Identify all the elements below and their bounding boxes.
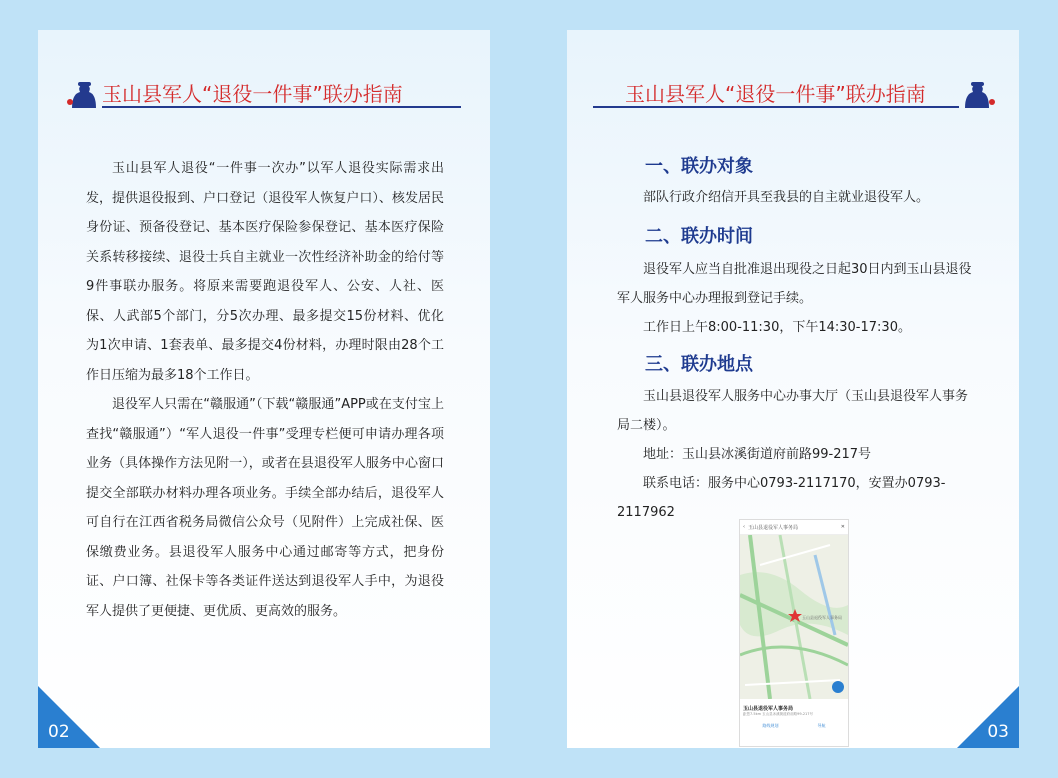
section-3-line-1: 玉山县退役军人服务中心办事大厅（玉山县退役军人事务局二楼）。: [617, 389, 969, 433]
soldier-mascot-icon: [66, 80, 100, 110]
section-3-text: [617, 382, 977, 527]
right-page: [567, 30, 1019, 748]
left-paragraph-1: 玉山县军人退役“一件事一次办”以军人退役实际需求出发，提供退役报到、户口登记（退役军人恢复户口）、核发居民身份证、预备役登记、基本医疗保险参保登记、基本医疗保险关系转移接续、退役士兵自主就业一次性经济补助金的给付等9件事联办服务。将原来需要跑退役军人、公安、人社、医保、人武部5个部门，分5次办理、最多提交15份材料、优化为1次申请、1套表单、最多提交4份材料，办理时限由28个工作日压缩为最多18个工作日。: [86, 161, 444, 383]
section-2-line-1: 退役军人应当自批准退出现役之日起30日内到玉山县退役军人服务中心办理报到登记手续。: [617, 262, 972, 306]
back-icon[interactable]: ‹: [743, 524, 745, 530]
route-plan-button[interactable]: 路线规划: [762, 723, 779, 728]
section-3-heading: 三、联办地点: [645, 354, 753, 375]
right-title-underline: [593, 106, 959, 108]
left-paragraph-2: 退役军人只需在“赣服通”（下载“赣服通”APP或在支付宝上查找“赣服通”）“军人退役一件事”受理专栏便可申请办理各项业务（具体操作方法见附一），或者在县退役军人服务中心窗口提交全部联办材料办理各项业务。手续全部办结后，退役军人可自行在江西省税务局微信公众号（见附件）上完成社保、医保缴费业务。县退役军人服务中心通过邮寄等方式，把身份证、户口簿、社保卡等各类证件送达到退役军人手中，为退役军人提供了更便捷、更优质、更高效的服务。: [86, 397, 444, 619]
soldier-mascot-icon: [961, 80, 995, 110]
section-1-heading: 一、联办对象: [645, 156, 753, 177]
navigate-button[interactable]: 导航: [817, 723, 826, 728]
map-place-label: 玉山县退役军人事务局: [802, 615, 842, 620]
map-place-card: [740, 703, 848, 731]
section-1-line-1: 部队行政介绍信开具至我县的自主就业退役军人。: [643, 190, 930, 205]
map-top-bar-title: 玉山县退役军人事务局: [748, 524, 799, 531]
left-header: [66, 78, 461, 110]
section-3-line-3: 联系电话：服务中心0793-2117170，安置办0793-2117962: [617, 476, 946, 520]
left-page: [38, 30, 490, 748]
left-page-number: 02: [48, 722, 70, 742]
map-place-address: 距您7.5km 玉山县冰溪街道府前路99-217号: [743, 712, 814, 716]
map-actions: [743, 723, 845, 729]
right-title: 玉山县军人“退役一件事”联办指南: [625, 82, 926, 106]
left-title-underline: [102, 106, 461, 108]
right-header: [593, 78, 993, 110]
map-place-name: 玉山县退役军人事务局: [743, 706, 794, 712]
map-view[interactable]: [740, 535, 848, 699]
right-page-number: 03: [987, 722, 1009, 742]
close-icon[interactable]: ✕: [840, 524, 845, 530]
navigate-icon: [832, 681, 844, 693]
map-top-bar: [740, 520, 848, 535]
section-3-line-2: 地址：玉山县冰溪街道府前路99-217号: [643, 447, 872, 462]
section-2-line-2: 工作日上午8:00-11:30，下午14:30-17:30。: [643, 320, 911, 335]
section-2-text: [617, 255, 977, 342]
section-1-text: [617, 183, 977, 212]
section-2-heading: 二、联办时间: [645, 226, 753, 247]
left-body: [86, 154, 444, 626]
left-title: 玉山县军人“退役一件事”联办指南: [102, 82, 403, 106]
map-screenshot: [739, 519, 849, 747]
